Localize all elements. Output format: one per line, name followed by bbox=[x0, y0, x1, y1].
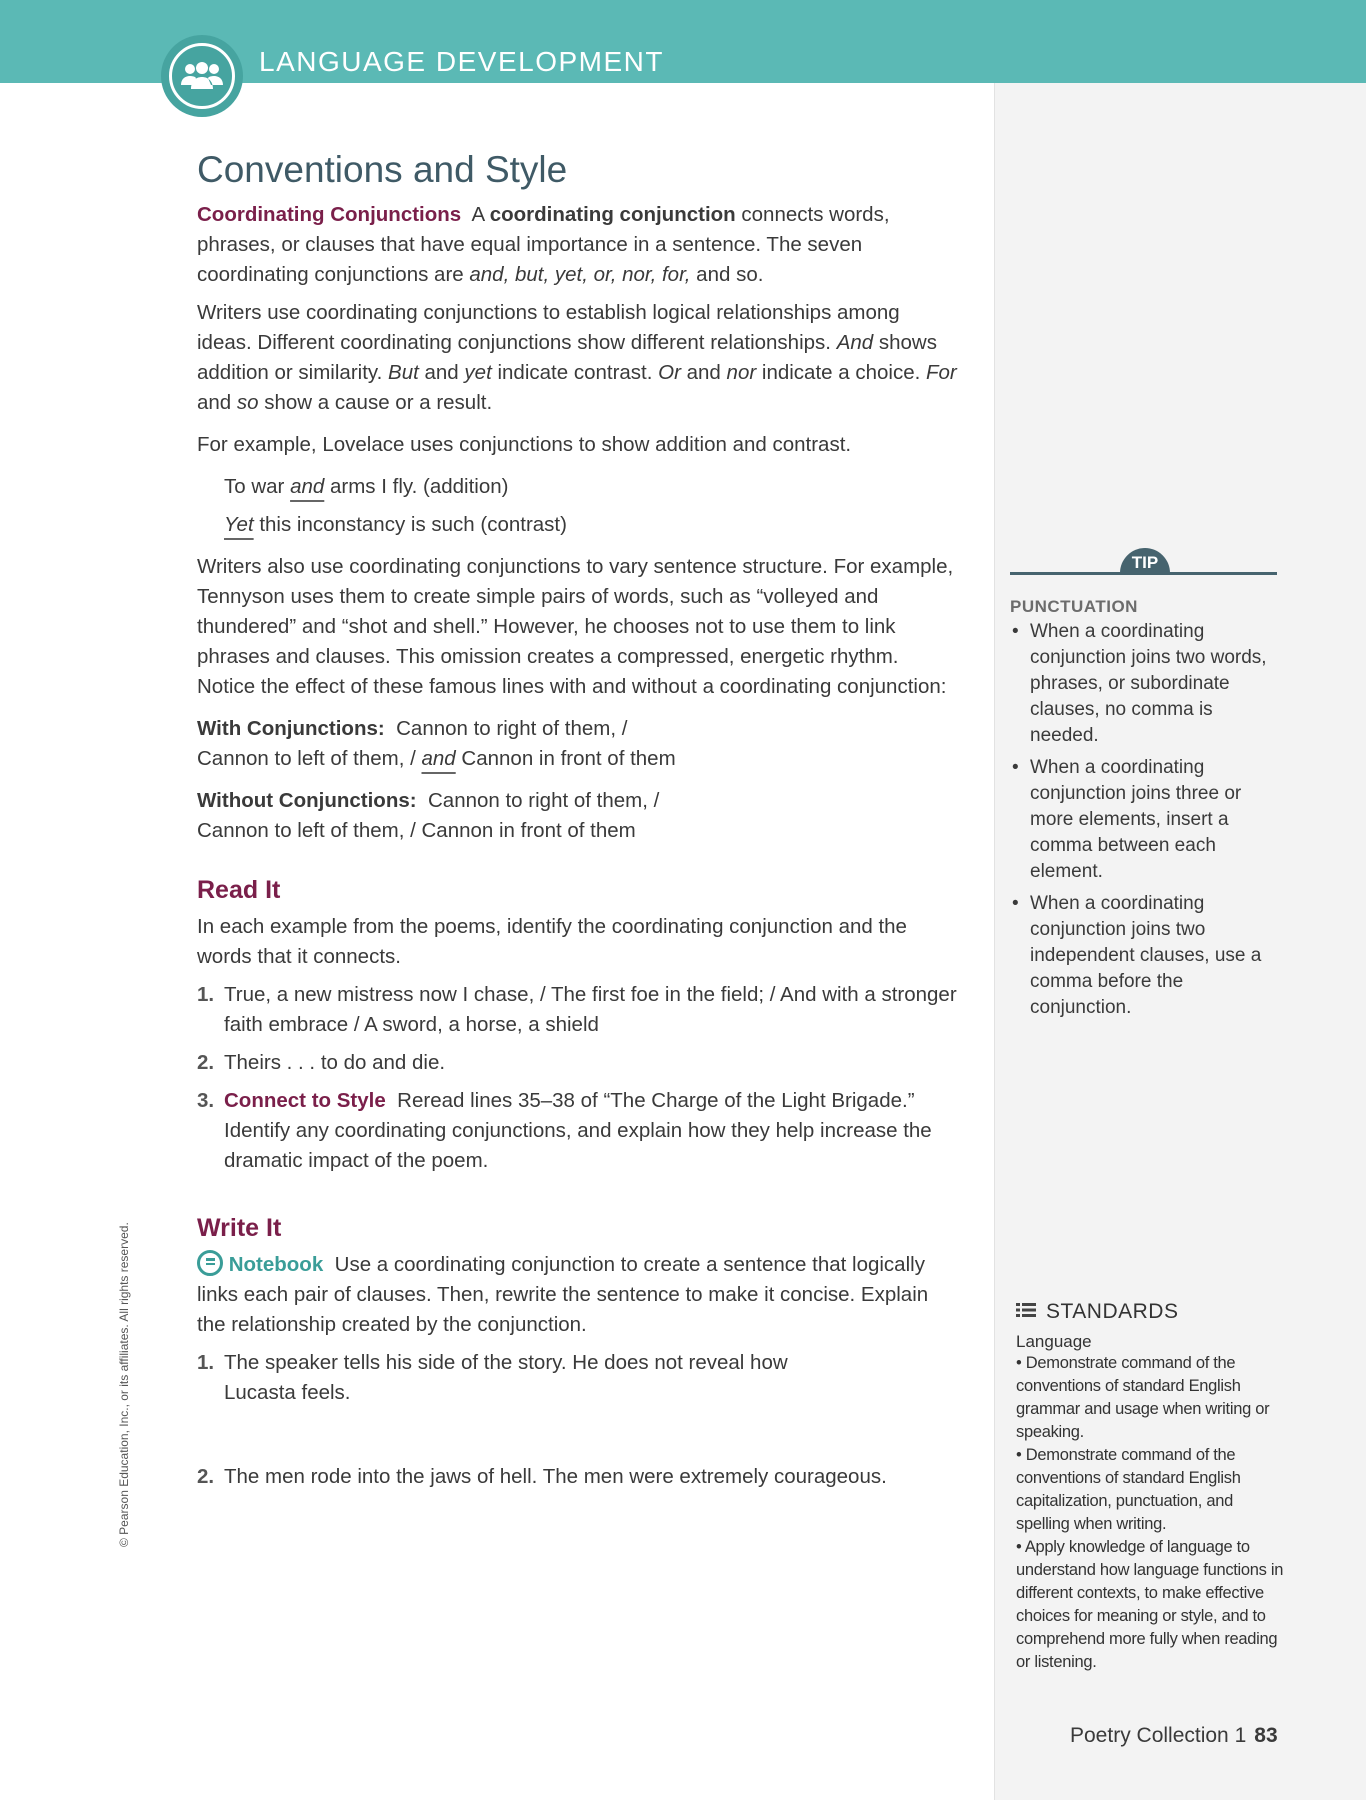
tip-heading: PUNCTUATION bbox=[1010, 597, 1138, 616]
main-content bbox=[197, 148, 957, 1500]
list-item: 2. The men rode into the jaws of hell. The men were extremely courageous. bbox=[197, 1465, 887, 1488]
write-it-list bbox=[197, 1348, 957, 1492]
standard-item: • Demonstrate command of the conventions of standard English capitalization, punctuation, and spelling when writing. bbox=[1016, 1446, 1241, 1533]
example-line: Yet this inconstancy is such (contrast) bbox=[224, 513, 567, 536]
tip-box bbox=[1010, 548, 1277, 1021]
write-it-intro: Notebook Use a coordinating conjunction to create a sentence that logically links each pair of clauses. Then, rewrite the sentence to make it concise. Explain the relationship created by the conjunction. bbox=[197, 1250, 957, 1340]
page-title: Conventions and Style bbox=[197, 149, 568, 190]
write-it-heading: Write It bbox=[197, 1214, 282, 1242]
intro-paragraph: Coordinating Conjunctions A coordinating conjunction connects words, phrases, or clauses that have equal importance in a sentence. The seven coordinating conjunctions are and, but, yet, or, nor, for, and so. bbox=[197, 203, 890, 286]
standard-item: • Apply knowledge of language to understand how language functions in different contexts, to make effective choices for meaning or style, and to comprehend more fully when reading or listening. bbox=[1016, 1538, 1284, 1671]
paragraph: Writers also use coordinating conjunctions to vary sentence structure. For example, Tennyson uses them to create simple pairs of words, such as “volleyed and thundered” and “shot and shell.” However, he chooses not to use them to link phrases and clauses. This omission creates a compressed, energetic rhythm. Notice the effect of these famous lines with and without a coordinating conjunction: bbox=[197, 555, 954, 698]
list-item: 3. Connect to Style Reread lines 35–38 of “The Charge of the Light Brigade.” Identify any coordinating conjunctions, and explain how they help increase the dramatic impact of the poem. bbox=[197, 1089, 932, 1172]
tip-item: • When a coordinating conjunction joins two independent clauses, use a comma before the conjunction. bbox=[1010, 891, 1277, 1021]
standards-heading: STANDARDS bbox=[1046, 1300, 1179, 1323]
notebook-icon bbox=[197, 1250, 223, 1276]
example-line: To war and arms I fly. (addition) bbox=[224, 475, 509, 498]
paragraph: For example, Lovelace uses conjunctions to show addition and contrast. bbox=[197, 433, 852, 456]
with-conjunctions: With Conjunctions: Cannon to right of them, / Cannon to left of them, / and Cannon in front of them bbox=[197, 717, 676, 770]
read-it-heading: Read It bbox=[197, 876, 281, 904]
list-item: 1. The speaker tells his side of the story. He does not reveal how Lucasta feels. bbox=[197, 1351, 788, 1404]
standard-item: • Demonstrate command of the conventions of standard English grammar and usage when writing or speaking. bbox=[1016, 1354, 1270, 1441]
standards-box bbox=[1016, 1300, 1286, 1674]
list-icon bbox=[1016, 1300, 1036, 1324]
read-it-intro: In each example from the poems, identify the coordinating conjunction and the words that it connects. bbox=[197, 915, 907, 968]
section-title: LANGUAGE DEVELOPMENT bbox=[259, 46, 664, 77]
without-conjunctions: Without Conjunctions: Cannon to right of them, / Cannon to left of them, / Cannon in front of them bbox=[197, 789, 660, 842]
tip-tab: TIP bbox=[1120, 548, 1170, 574]
tip-item: • When a coordinating conjunction joins two words, phrases, or subordinate clauses, no comma is needed. bbox=[1010, 619, 1277, 749]
tip-item: • When a coordinating conjunction joins three or more elements, insert a comma between each element. bbox=[1010, 755, 1277, 885]
group-icon bbox=[161, 35, 243, 117]
read-it-list bbox=[197, 980, 957, 1176]
copyright: © Pearson Education, Inc., or its affiliates. All rights reserved. bbox=[117, 1222, 131, 1547]
list-item: 2. Theirs . . . to do and die. bbox=[197, 1051, 446, 1074]
page-number: 83 bbox=[1254, 1724, 1278, 1747]
list-item: 1. True, a new mistress now I chase, / The first foe in the field; / And with a stronger faith embrace / A sword, a horse, a shield bbox=[197, 983, 957, 1036]
paragraph: Writers use coordinating conjunctions to establish logical relationships among ideas. Different coordinating conjunctions show different relationships. And shows addition or similarity. But and yet indicate contrast. Or and nor indicate a choice. For and so show a cause or a result. bbox=[197, 301, 957, 414]
page-footer: Poetry Collection 1 83 bbox=[1070, 1724, 1278, 1747]
standards-subheading: Language bbox=[1016, 1332, 1092, 1351]
